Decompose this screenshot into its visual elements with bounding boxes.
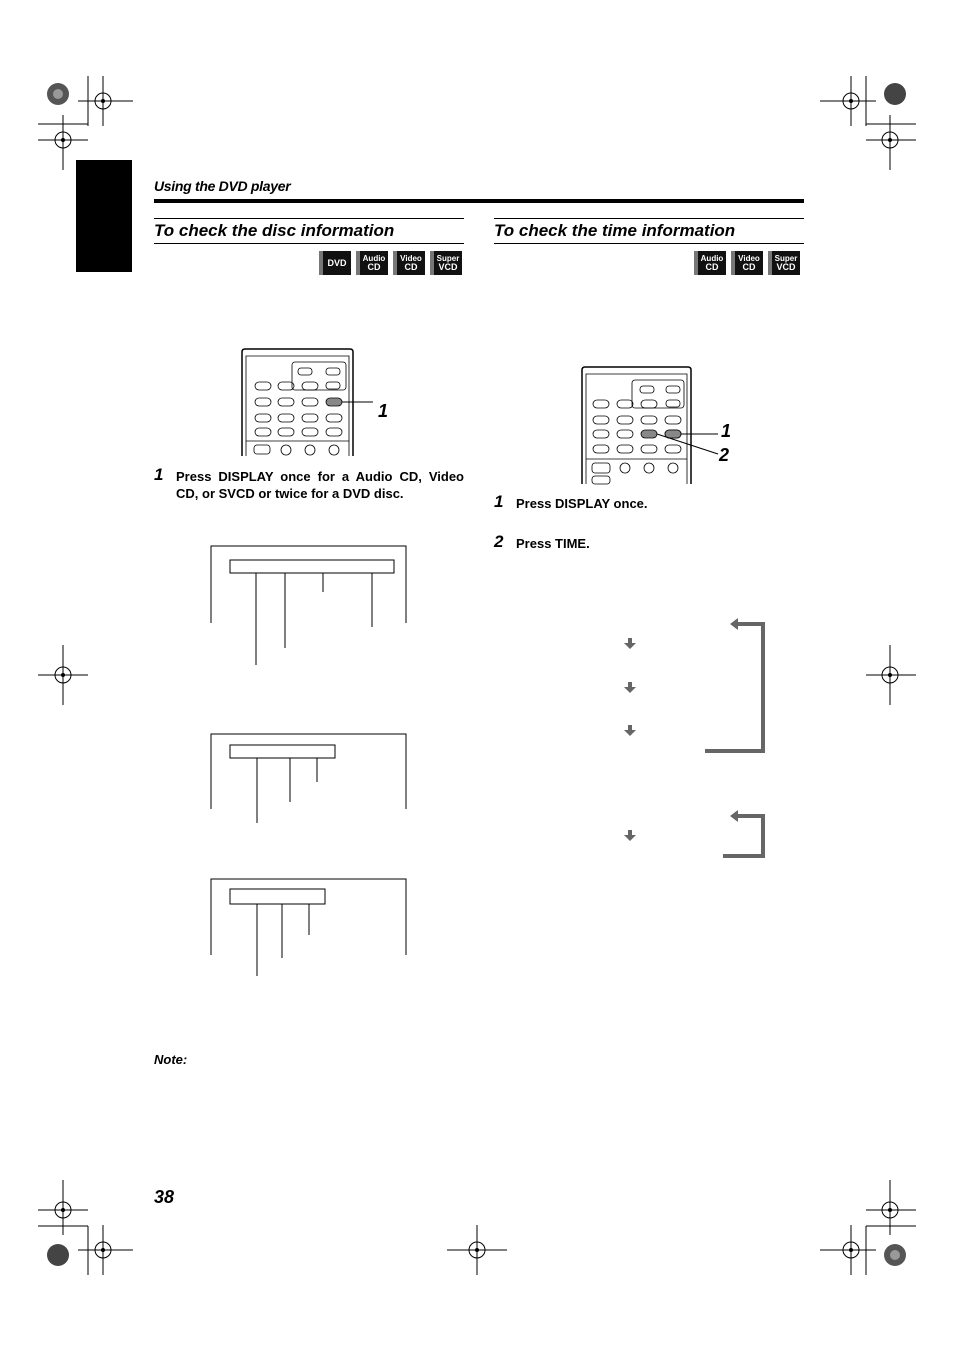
video-cd-badge-icon: Video CD — [731, 251, 763, 275]
audio-cd-badge-icon: Audio CD — [356, 251, 388, 275]
time-display-cycle-diagram — [620, 615, 770, 865]
disc-display-diagram-1 — [210, 545, 410, 675]
step-text: Press DISPLAY once. — [516, 496, 648, 511]
step-number: 2 — [494, 532, 504, 551]
down-arrow-icon — [624, 830, 636, 841]
page-number: 38 — [154, 1187, 175, 1207]
super-vcd-badge-icon: Super VCD — [430, 251, 462, 275]
step-number: 1 — [154, 465, 164, 484]
right-disc-badges — [694, 251, 800, 275]
disc-step-1 — [154, 465, 464, 502]
step-number: 1 — [494, 492, 504, 511]
step-text: Press TIME. — [516, 536, 590, 551]
video-cd-badge-icon: Video CD — [393, 251, 425, 275]
time-step-1 — [494, 492, 804, 512]
down-arrow-icon — [624, 682, 636, 693]
down-arrow-icon — [624, 725, 636, 736]
callout-1: 1 — [378, 401, 389, 421]
down-arrow-icon — [624, 638, 636, 649]
disc-info-title: To check the disc information — [154, 218, 464, 244]
super-vcd-badge-icon: Super VCD — [768, 251, 800, 275]
left-disc-badges — [319, 251, 462, 275]
step-text: Press DISPLAY once for a Audio CD, Video CD, or SVCD or twice for a DVD disc. — [176, 469, 464, 501]
audio-cd-badge-icon: Audio CD — [694, 251, 726, 275]
disc-display-diagram-2 — [210, 733, 410, 828]
time-step-2 — [494, 532, 804, 552]
disc-display-diagram-3 — [210, 878, 410, 978]
remote-control-illustration — [240, 348, 360, 458]
header-rule — [154, 199, 804, 203]
callout-2: 2 — [719, 445, 730, 465]
time-info-title: To check the time information — [494, 218, 804, 244]
remote-control-illustration — [580, 366, 730, 486]
note-label: Note: — [154, 1052, 188, 1067]
callout-1: 1 — [721, 421, 732, 441]
dvd-badge-icon: DVD — [319, 251, 351, 275]
running-header: Using the DVD player — [154, 178, 291, 194]
